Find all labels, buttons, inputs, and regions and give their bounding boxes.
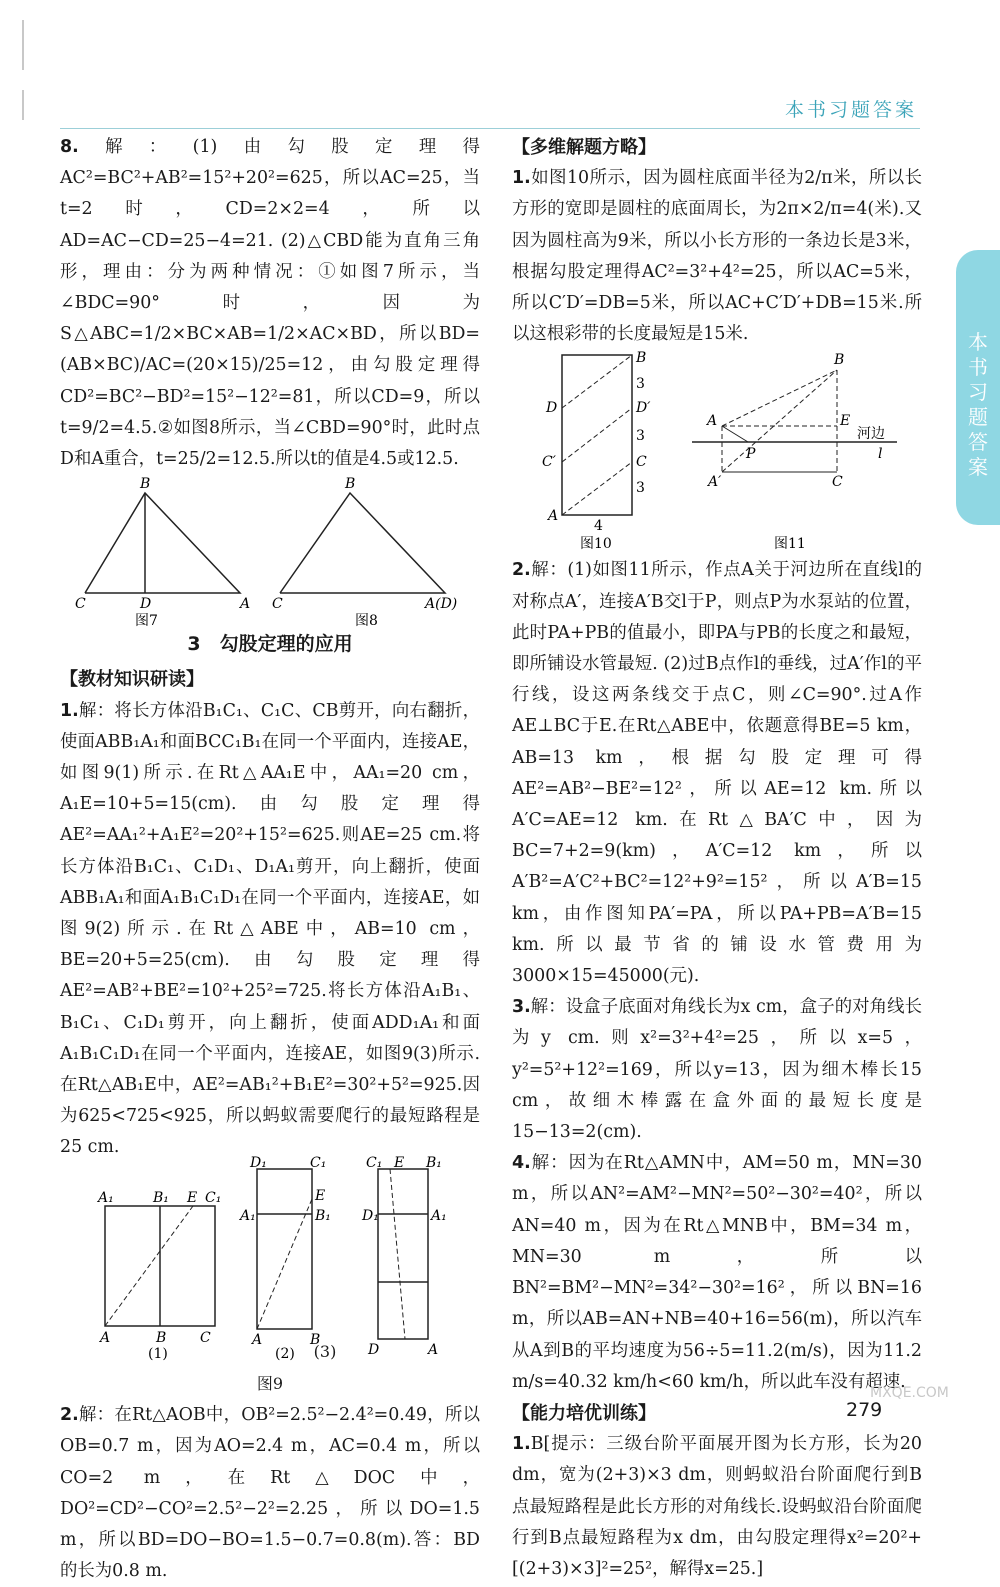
fig9-1-C: C [200,1329,211,1346]
t1-text: B[提示：三级台阶平面展开图为长方形，长为20 dm，宽为(2+3)×3 dm，则蚂蚁沿台阶面爬行到B点最短路程是此长方形的对角线长.设蚂蚁沿台阶面爬行到B点最短路程为x dm，由勾股定理得x²=20²+[(2+3)×3]²=25²，解得x=25.] [512,1434,922,1579]
fig8-label-AD: A(D) [425,596,458,613]
fig9-2-E: E [315,1187,326,1204]
fig9-2-D1: D₁ [250,1154,267,1171]
fig10-D: D [546,400,558,417]
fig10-s3: 3 [636,480,645,497]
fig11-C: C [832,474,843,491]
r-q3-number: 3. [512,997,531,1018]
running-header: 本书习题答案 [785,99,918,121]
header-rule [60,128,920,129]
binding-mark-mid [22,90,24,120]
figure-8 [272,476,457,629]
section-title: 3 勾股定理的应用 [187,633,353,656]
r-q4-number: 4. [512,1153,531,1174]
left-column [60,132,480,1587]
fig10-w4: 4 [594,518,603,535]
fig11-river: 河边 [857,426,885,443]
q1-number: 1. [60,700,79,721]
fig8-caption: 图8 [355,613,378,630]
figure-7 [75,476,250,629]
r-q3-text: 解：设盒子底面对角线长为x cm，盒子的对角线长为y cm.则x²=3²+4²=25，所以x=5，y²=5²+12²=169，所以y=13，因为细木棒长15 cm，故细木棒露在盒外面的最短长度是15−13=2(cm). [512,997,922,1143]
fig9-sub2: (2) [275,1345,295,1362]
fig10-Cp: C′ [542,454,556,471]
fig9-sub3: (3) [313,1341,337,1361]
fig11-P: P [746,446,756,463]
r-q1-paragraph [512,163,922,350]
fig10-A: A [548,508,559,525]
fig9-2-A: A [252,1331,263,1348]
fig10-s1: 3 [636,376,645,393]
figures-10-11 [512,350,922,555]
fig11-Ap: A′ [708,474,722,491]
q2-paragraph [60,1400,480,1587]
r-q2-number: 2. [512,560,531,581]
fig9-1-E: E [187,1189,198,1206]
t1-number: 1. [512,1434,531,1455]
t1-paragraph [512,1429,922,1585]
fig9-caption-wrap [60,1368,480,1400]
fig7-label-C: C [75,596,86,613]
side-tab-label: 本书习题答案 [968,330,988,479]
q8-paragraph [60,132,480,475]
fig8-label-C: C [272,596,283,613]
fig9-3-C1: C₁ [366,1154,383,1171]
fig11-l: l [878,446,883,463]
fig7-label-A: A [240,596,251,613]
page-number: 279 [846,1399,883,1421]
fig9-3-D: D [368,1341,380,1358]
strategy-label: 【多维解题方略】 [512,137,656,158]
fig9-caption: 图9 [256,1373,284,1393]
fig9-3-D1: D₁ [362,1207,379,1224]
fig9-3-E: E [394,1154,405,1171]
figure-9 [60,1154,480,1364]
fig11-E: E [840,413,851,430]
fig9-1-B1: B₁ [153,1189,169,1206]
right-column [512,132,922,1585]
q2-number: 2. [60,1405,79,1426]
fig7-label-D: D [140,596,152,613]
q8-number: 8. [60,137,79,157]
binding-mark-top [22,20,24,70]
study-label: 【教材知识研读】 [60,669,204,691]
r-q1-text: 如图10所示，因为圆柱底面半径为2/π米，所以长方形的宽即是圆柱的底面周长，为2π×2/π=4(米).又因为圆柱高为9米，所以小长方形的一条边长是3米，根据勾股定理得AC²=3²+4²=25，所以AC=5米，所以C′D′=DB=5米，所以AC+C′D′+DB=15米.所以这根彩带的长度最短是15米. [512,168,922,345]
fig11-caption: 图11 [774,536,806,553]
r-q3-paragraph [512,992,922,1148]
r-q1-number: 1. [512,168,531,189]
fig9-3-A: A [428,1341,439,1358]
fig9-1-B: B [156,1329,167,1346]
r-q2-paragraph [512,555,922,992]
r-q2-text: 解：(1)如图11所示，作点A关于河边所在直线l的对称点A′，连接A′B交l于P，则点P为水泵站的位置，此时PA+PB的值最小，即PA与PB的长度之和最短，即所铺设水管最短. (2)过B点作l的垂线，过A′作l的平行线，设这两条线交于点C，则∠C=90°.过A作AE⊥BC于E.在Rt△ABE中，依题意得BE=5 km，AB=13 km，根据勾股定理可得AE²=AB²−BE²=12²，所以AE=12 km.所以A′C=AE=12 km.在Rt△BA′C中，因为BC=7+2=9(km)，A′C=12 km，所以A′B²=A′C²+BC²=12²+9²=15²，所以A′B=15 km，由作图知PA′=PA，所以PA+PB=A′B=15 km.所以最节省的铺设水管费用为3000×15=45000(元). [512,560,922,987]
fig10-C: C [636,454,647,471]
figure-10 [542,350,651,552]
fig10-Dp: D′ [636,400,651,417]
fig11-A: A [707,413,718,430]
q1-paragraph [60,696,480,1164]
figure-9-part2 [238,1155,331,1362]
r-q4-text: 解：因为在Rt△AMN中，AM=50 m，MN=30 m，所以AN²=AM²−MN²=50²−30²=40²，所以AN=40 m，因为在Rt△MNB中，BM=34 m，MN=30 m，所以BN²=BM²−MN²=34²−30²=16²，所以BN=16 m，所以AB=AN+NB=40+16=56(m)，所以汽车从A到B的平均速度为56÷5=11.2(m/s)，因为11.2 m/s=40.32 km/h<60 km/h，所以此车没有超速. [512,1153,922,1392]
side-tab [956,250,1000,525]
training-label: 【能力培优训练】 [512,1402,656,1424]
q8-text: 解：(1)由勾股定理得AC²=BC²+AB²=15²+20²=625，所以AC=25，当t=2时，CD=2×2=4，所以AD=AC−CD=25−4=21. (2)△CBD能为直角三角形，理由：分为两种情况：①如图7所示，当∠BDC=90°时，因为S△ABC=1/2×BC×AB=1/2×AC×BD，所以BD=(AB×BC)/AC=(20×15)/25=12，由勾股定理得CD²=BC²−BD²=15²−12²=81，所以CD=9，所以t=9/2=4.5.②如图8所示，当∠CBD=90°时，此时点D和A重合，t=25/2=12.5.所以t的值是4.5或12.5. [60,137,480,470]
q2-text: 解：在Rt△AOB中，OB²=2.5²−2.4²=0.49，所以OB=0.7 m，因为AO=2.4 m，AC=0.4 m，所以CO=2 m，在Rt△DOC中，DO²=CD²−CO²=2.5²−2²=2.25，所以DO=1.5 m，所以BD=DO−BO=1.5−0.7=0.8(m).答：BD的长为0.8 m. [60,1405,480,1582]
fig7-caption: 图7 [135,613,158,630]
figure-9-part3 [361,1155,447,1358]
fig7-label-B: B [140,476,151,493]
q1-text: 解：将长方体沿B₁C₁、C₁C、CB剪开，向右翻折，使面ABB₁A₁和面BCC₁B₁在同一个平面内，连接AE，如图9(1)所示.在Rt△AA₁E中，AA₁=20 cm，A₁E=10+5=15(cm).由勾股定理得AE²=AA₁²+A₁E²=20²+15²=625.则AE=25 cm.将长方体沿B₁C₁、C₁D₁、D₁A₁剪开，向上翻折，使面ABB₁A₁和面A₁B₁C₁D₁在同一个平面内，连接AE，如图9(2)所示.在Rt△ABE中，AB=10 cm，BE=20+5=25(cm).由勾股定理得AE²=AB²+BE²=10²+25²=725.将长方体沿A₁B₁、B₁C₁、C₁D₁剪开，向上翻折，使面ADD₁A₁和面A₁B₁C₁D₁在同一个平面内，连接AE，如图9(3)所示.在Rt△AB₁E中，AE²=AB₁²+B₁E²=30²+5²=925.因为625<725<925，所以蚂蚁需要爬行的最短路程是25 cm. [60,700,480,1158]
fig9-1-C1: C₁ [205,1189,222,1206]
figure-11 [692,352,897,552]
fig9-3-B1: B₁ [426,1154,442,1171]
fig9-caption-row [60,1336,480,1368]
fig9-1-A1: A₁ [98,1189,114,1206]
watermark: MXQE.COM [870,1385,949,1401]
fig9-sub1: (1) [148,1345,168,1362]
fig11-B: B [834,352,845,369]
fig9-1-A: A [100,1329,111,1346]
fig10-B: B [636,350,647,367]
fig10-s2: 3 [636,428,645,445]
fig9-2-A1: A₁ [240,1207,256,1224]
fig9-2-B: B [310,1331,321,1348]
fig10-caption: 图10 [580,536,612,553]
fig8-label-B: B [345,476,356,493]
fig9-3-A1: A₁ [431,1207,447,1224]
fig9-2-C1: C₁ [310,1154,327,1171]
fig9-2-B1: B₁ [315,1207,331,1224]
r-q4-paragraph [512,1148,922,1398]
figures-7-8 [60,475,480,630]
